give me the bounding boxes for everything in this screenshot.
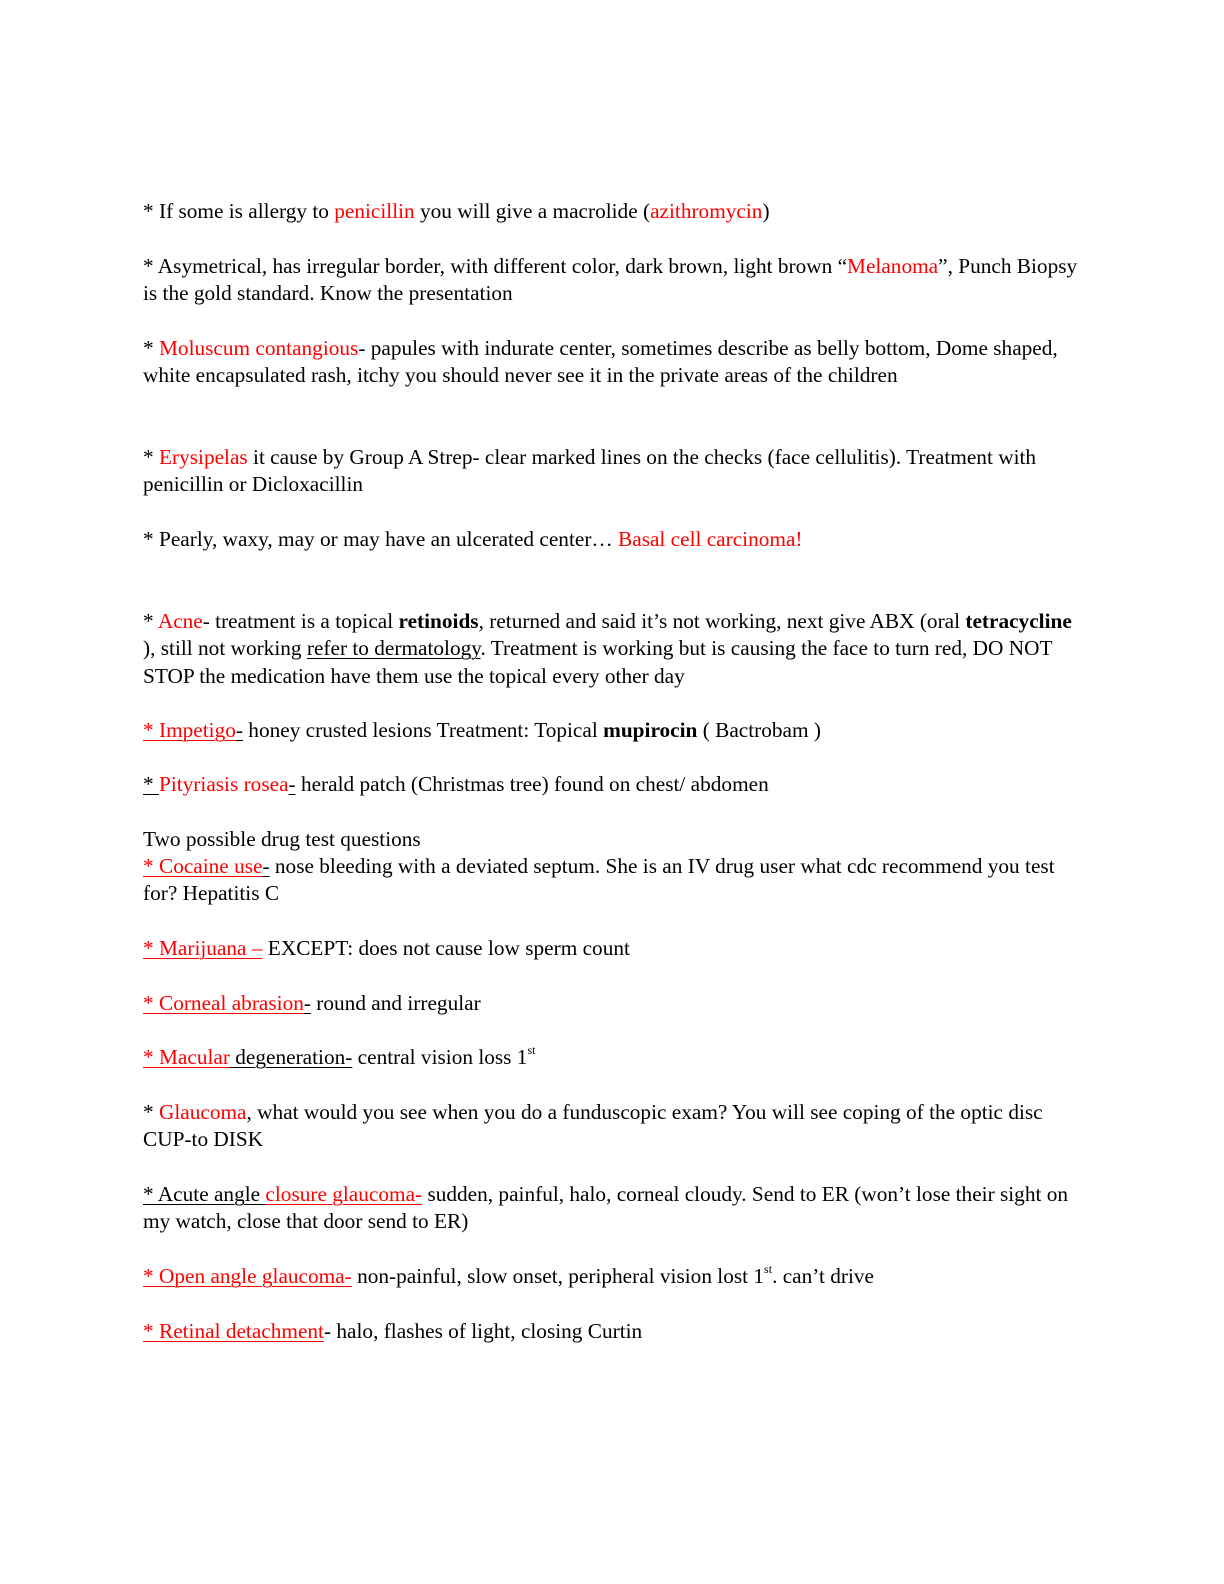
note-erysipelas: * Erysipelas it cause by Group A Strep- clear marked lines on the checks (face cellulitis). Treatment with penicillin or Dicloxacillin [143, 445, 1037, 497]
note-basal-cell: * Pearly, waxy, may or may have an ulcerated center… Basal cell carcinoma! [143, 527, 803, 551]
note-glaucoma: * Glaucoma, what would you see when you do a funduscopic exam? You will see coping of the optic disc CUP-to DISK [143, 1100, 1043, 1152]
note-melanoma: * Asymetrical, has irregular border, with different color, dark brown, light brown “Melanoma”, Punch Biopsy is the gold standard. Know the presentation [143, 254, 1078, 306]
note-cocaine: * Cocaine use- nose bleeding with a deviated septum. She is an IV drug user what cdc recommend you test for? Hepatitis C [143, 854, 1055, 906]
note-moluscum: * Moluscum contangious- papules with indurate center, sometimes describe as belly bottom, Dome shaped, white encapsulated rash, itchy you should never see it in the private areas of the children [143, 336, 1058, 388]
note-pityriasis: * Pityriasis rosea- herald patch (Christmas tree) found on chest/ abdomen [143, 772, 769, 796]
note-acute-angle-glaucoma: * Acute angle closure glaucoma- sudden, painful, halo, corneal cloudy. Send to ER (won’t lose their sight on my watch, close that door send to ER) [143, 1182, 1069, 1234]
note-open-angle-glaucoma: * Open angle glaucoma- non-painful, slow onset, peripheral vision lost 1st. can’t drive [143, 1261, 874, 1288]
note-penicillin-allergy: * If some is allergy to penicillin you will give a macrolide (azithromycin) [143, 199, 770, 223]
note-acne: * Acne- treatment is a topical retinoids, returned and said it’s not working, next give ABX (oral tetracycline ), still not working refer to dermatology. Treatment is working but is causing the face to turn red, DO NOT STOP the medication have them use the topical every other day [143, 609, 1072, 688]
note-drug-test-heading: Two possible drug test questions [143, 827, 421, 851]
note-corneal-abrasion: * Corneal abrasion- round and irregular [143, 991, 481, 1015]
note-macular-degeneration: * Macular degeneration- central vision loss 1st [143, 1042, 536, 1069]
note-retinal-detachment: * Retinal detachment- halo, flashes of light, closing Curtin [143, 1319, 643, 1343]
note-marijuana: * Marijuana – EXCEPT: does not cause low sperm count [143, 936, 630, 960]
note-impetigo: * Impetigo- honey crusted lesions Treatment: Topical mupirocin ( Bactrobam ) [143, 718, 821, 742]
